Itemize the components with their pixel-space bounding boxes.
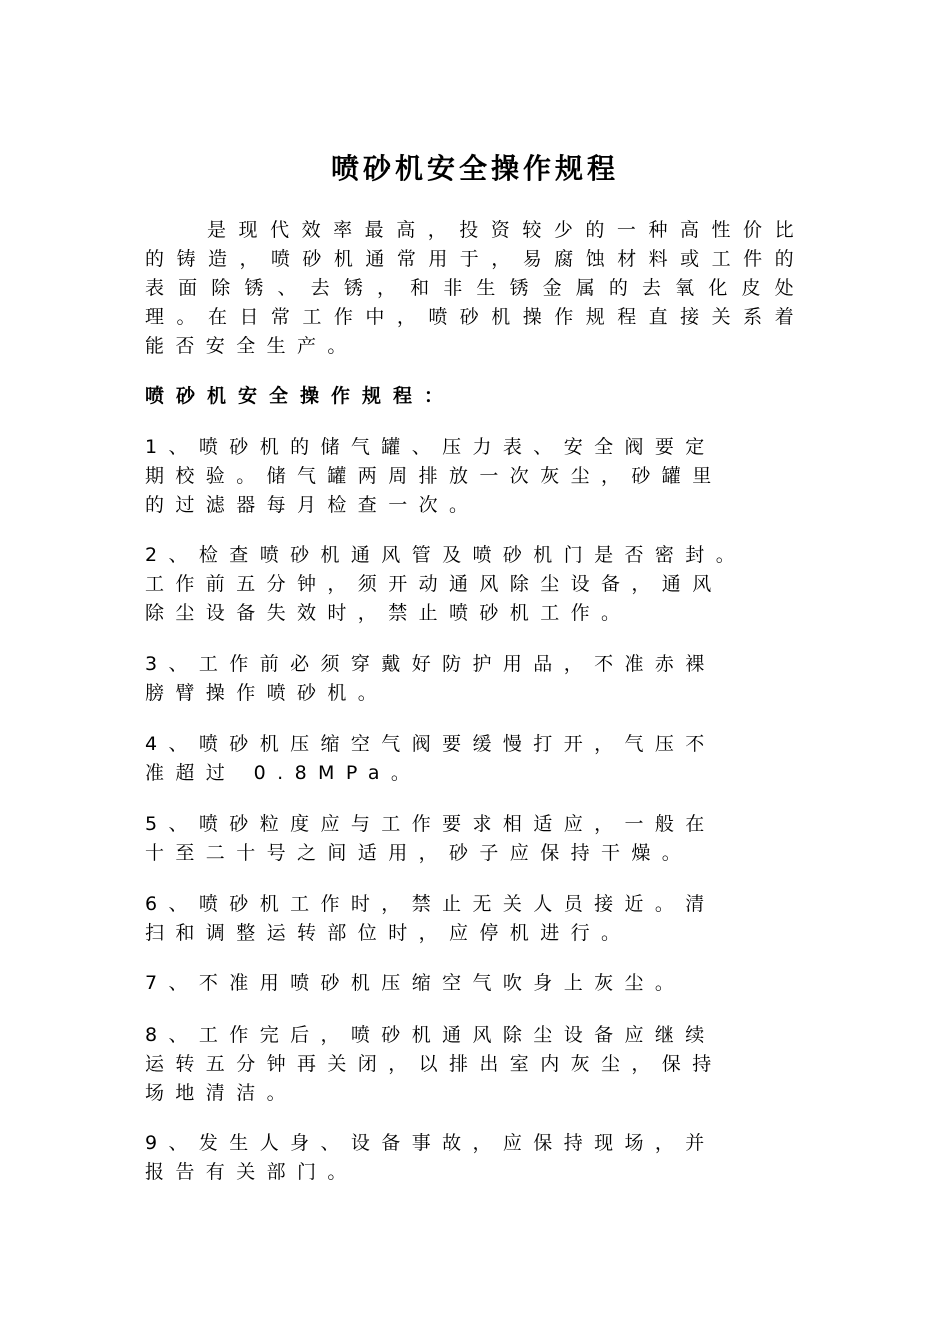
document-title: 喷砂机安全操作规程 (330, 151, 619, 185)
section-heading: 喷砂机安全操作规程： (145, 385, 456, 407)
rule-item-6: 6、喷砂机工作时，禁止无关人员接近。清 扫和调整运转部位时，应停机进行。 (145, 893, 716, 944)
rule-item-1: 1、喷砂机的储气罐、压力表、安全阀要定 期校验。储气罐两周排放一次灰尘，砂罐里 的过滤器每月检查一次。 (145, 436, 723, 516)
intro-paragraph: 是现代效率最高，投资较少的一种高性价比的铸造，喷砂机通常用于，易腐蚀材料或工件的表面除锈、去锈，和非生锈金属的去氧化皮处理。在日常工作中，喷砂机操作规程直接关系着能否安全生产。 (145, 219, 805, 357)
rule-item-9: 9、发生人身、设备事故，应保持现场，并 报告有关部门。 (145, 1132, 716, 1183)
rule-item-3: 3、工作前必须穿戴好防护用品，不准赤裸 膀臂操作喷砂机。 (145, 653, 716, 704)
rule-item-4: 4、喷砂机压缩空气阀要缓慢打开，气压不 准超过 0.8MPa。 (145, 733, 716, 784)
rule-item-7: 7、不准用喷砂机压缩空气吹身上灰尘。 (145, 972, 686, 994)
rule-item-5: 5、喷砂粒度应与工作要求相适应，一般在 十至二十号之间适用，砂子应保持干燥。 (145, 813, 716, 864)
rule-item-2: 2、检查喷砂机通风管及喷砂机门是否密封。 工作前五分钟，须开动通风除尘设备，通风 除尘设备失效时，禁止喷砂机工作。 (145, 544, 747, 624)
rule-item-8: 8、工作完后，喷砂机通风除尘设备应继续 运转五分钟再关闭，以排出室内灰尘，保持 场地清洁。 (145, 1024, 723, 1104)
